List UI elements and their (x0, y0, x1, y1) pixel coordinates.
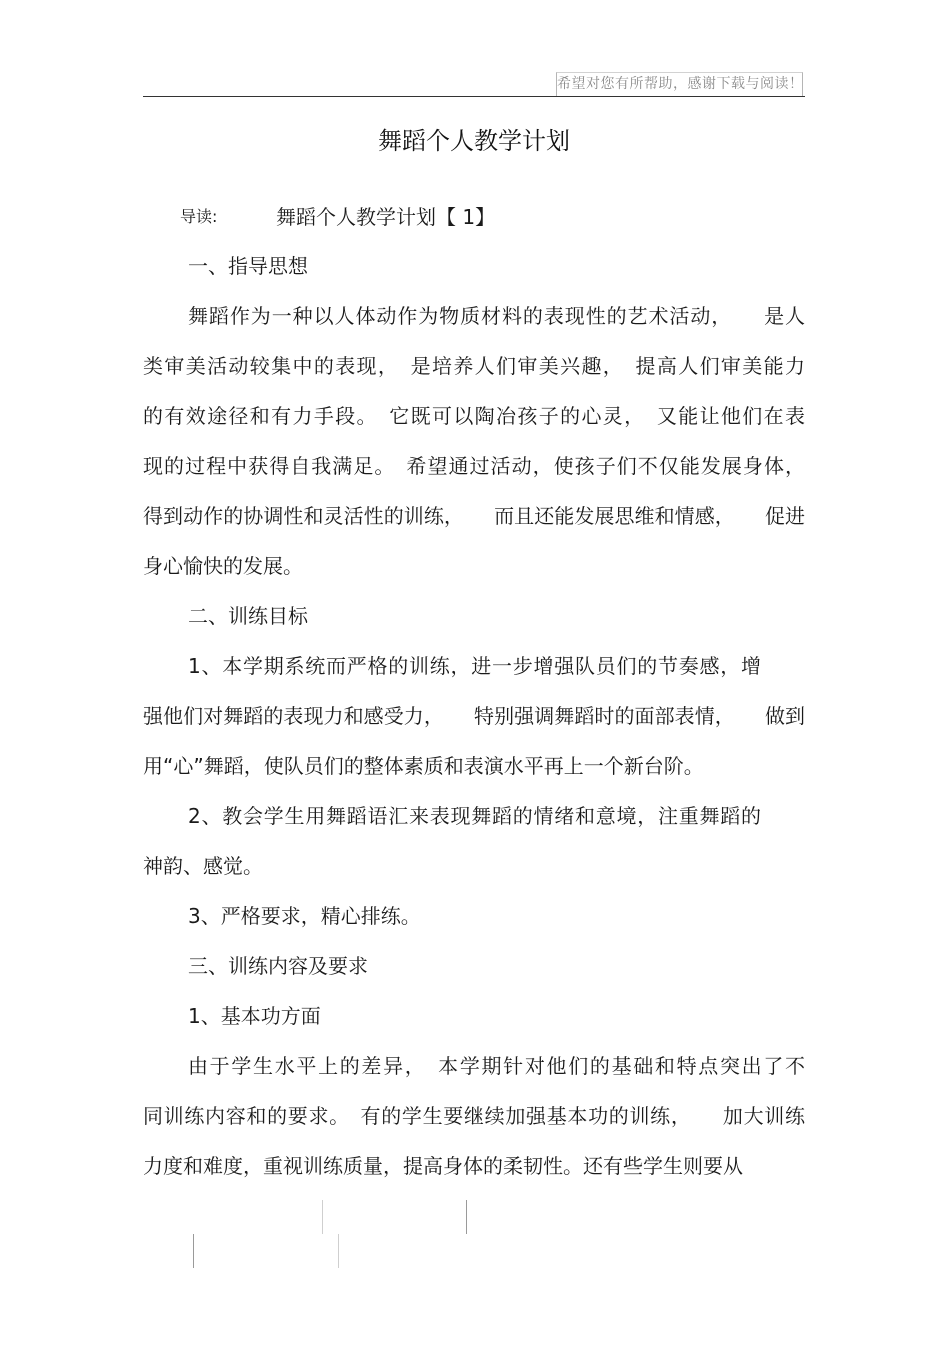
paragraph-line: 得到动作的协调性和灵活性的训练， 而且还能发展思维和情感， 促进 (143, 504, 805, 528)
page-artifact-line (322, 1200, 323, 1234)
document-title: 舞蹈个人教学计划 (378, 127, 570, 155)
page-artifact-line (338, 1234, 339, 1268)
section-heading-3: 三、训练内容及要求 (188, 954, 368, 978)
paragraph-line: 力度和难度，重视训练质量，提高身体的柔韧性。还有些学生则要从 (143, 1154, 743, 1178)
paragraph-line: 神韵、感觉。 (143, 854, 263, 878)
page-artifact-line (193, 1234, 194, 1268)
paragraph-line: 类审美活动较集中的表现， 是培养人们审美兴趣， 提高人们审美能力 (143, 354, 805, 378)
paragraph-line: 同训练内容和的要求。 有的学生要继续加强基本功的训练， 加大训练 (143, 1104, 805, 1128)
guide-text: 舞蹈个人教学计划【 1】 (276, 205, 496, 229)
paragraph-line: 现的过程中获得自我满足。 希望通过活动，使孩子们不仅能发展身体， (143, 454, 805, 478)
paragraph-line: 2、教会学生用舞蹈语汇来表现舞蹈的情绪和意境，注重舞蹈的 (188, 804, 761, 828)
section-heading-1: 一、指导思想 (188, 254, 308, 278)
paragraph-line: 1、本学期系统而严格的训练，进一步增强队员们的节奏感，增 (188, 654, 761, 678)
header-divider (143, 96, 805, 97)
paragraph-line: 的有效途径和有力手段。 它既可以陶冶孩子的心灵， 又能让他们在表 (143, 404, 805, 428)
paragraph-line: 舞蹈作为一种以人体动作为物质材料的表现性的艺术活动， 是人 (188, 304, 805, 328)
subsection-heading: 1、基本功方面 (188, 1004, 321, 1028)
paragraph-line: 身心愉快的发展。 (143, 554, 303, 578)
page-artifact-line (466, 1200, 467, 1234)
paragraph-line: 3、严格要求，精心排练。 (188, 904, 421, 928)
header-note: 希望对您有所帮助，感谢下载与阅读！ (556, 72, 803, 96)
guide-label: 导读: (180, 207, 218, 226)
paragraph-line: 由于学生水平上的差异， 本学期针对他们的基础和特点突出了不 (188, 1054, 805, 1078)
paragraph-line: 用“心”舞蹈，使队员们的整体素质和表演水平再上一个新台阶。 (143, 754, 704, 778)
section-heading-2: 二、训练目标 (188, 604, 308, 628)
paragraph-line: 强他们对舞蹈的表现力和感受力， 特别强调舞蹈时的面部表情， 做到 (143, 704, 805, 728)
